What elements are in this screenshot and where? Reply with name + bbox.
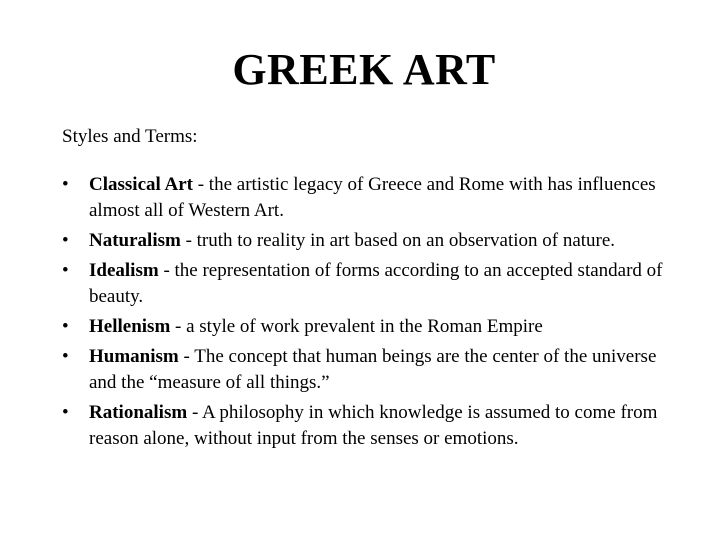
term-name: Naturalism: [89, 230, 181, 251]
bullet-icon: •: [62, 402, 69, 423]
term-item-idealism: [62, 258, 672, 310]
bullet-icon: •: [62, 230, 69, 251]
term-definition: - truth to reality in art based on an observation of nature.: [180, 230, 616, 251]
bullet-icon: •: [62, 316, 69, 337]
term-definition: - The concept that human beings are the center of the universe and the “measure of all things.”: [89, 346, 657, 393]
term-name: Humanism: [89, 346, 179, 367]
slide-title: GREEK ART: [232, 45, 496, 94]
term-item-classical-art: [62, 172, 672, 224]
term-definition: - the representation of forms according to an accepted standard of beauty.: [89, 260, 663, 307]
term-name: Hellenism: [89, 316, 171, 337]
term-name: Rationalism: [89, 402, 188, 423]
term-definition: - a style of work prevalent in the Roman Empire: [170, 316, 543, 337]
terms-list: [62, 172, 672, 456]
term-item-rationalism: [62, 400, 672, 452]
bullet-icon: •: [62, 174, 69, 195]
term-name: Classical Art: [89, 174, 193, 195]
term-name: Idealism: [89, 260, 159, 281]
term-item-hellenism: [62, 314, 672, 340]
term-item-humanism: [62, 344, 672, 396]
slide-subtitle: Styles and Terms:: [62, 126, 198, 147]
bullet-icon: •: [62, 346, 69, 367]
bullet-icon: •: [62, 260, 69, 281]
term-item-naturalism: [62, 228, 672, 254]
term-definition: - the artistic legacy of Greece and Rome with has influences almost all of Western Art.: [89, 174, 656, 221]
term-definition: - A philosophy in which knowledge is assumed to come from reason alone, without input from the senses or emotions.: [89, 402, 658, 449]
